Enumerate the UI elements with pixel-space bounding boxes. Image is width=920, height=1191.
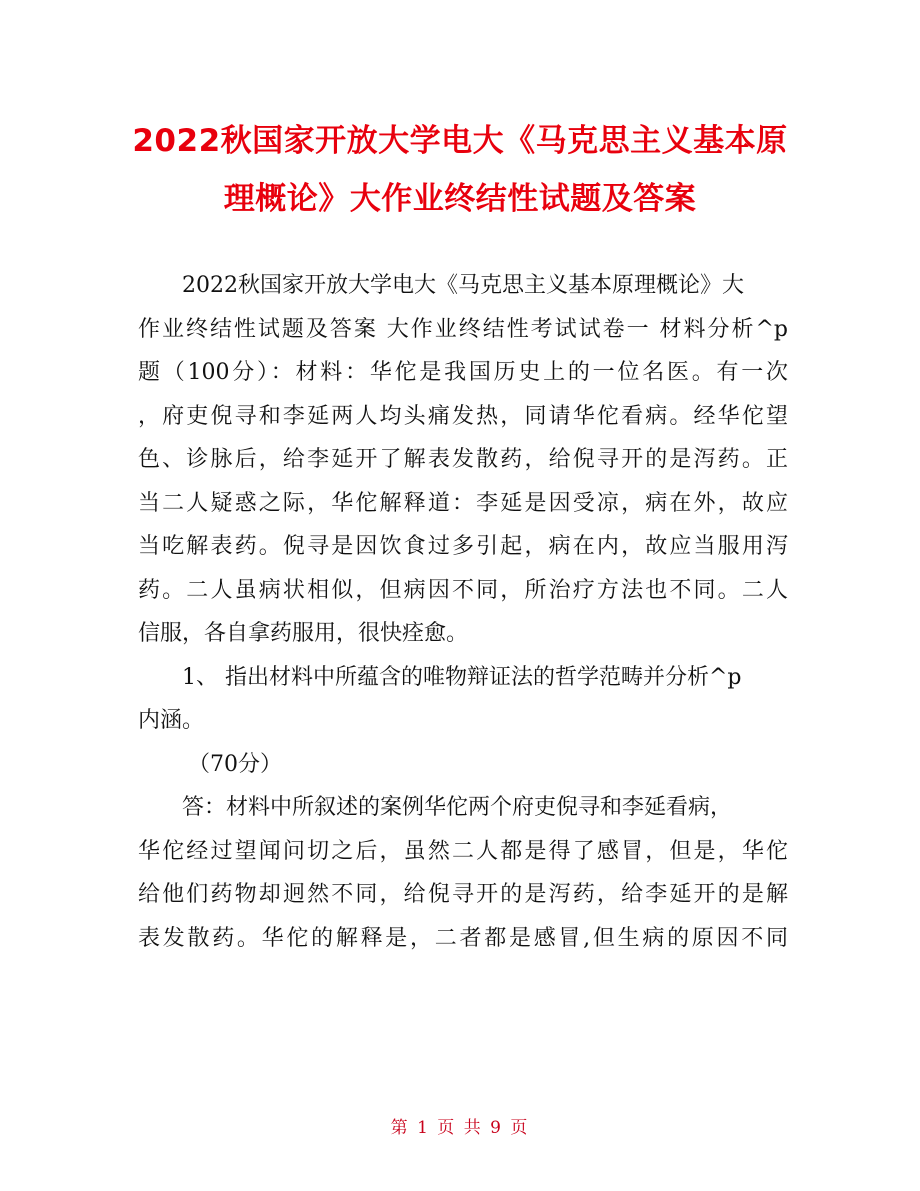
body-line: 色、诊脉后，给李延开了解表发散药，给倪寻开的是泻药。正 [138, 447, 788, 472]
body-line: ，府吏倪寻和李延两人均头痛发热，同请华佗看病。经华佗望 [138, 403, 788, 429]
body-line: 药。二人虽病状相似，但病因不同，所治疗方法也不同。二人 [138, 577, 788, 603]
body-line: 当吃解表药。倪寻是因饮食过多引起，病在内，故应当服用泻 [138, 534, 788, 559]
body-line: 内涵。 [138, 708, 205, 733]
title-line-2: 理概论》大作业终结性试题及答案 [223, 181, 697, 217]
answer-line: 答：材料中所叙述的案例华佗两个府吏倪寻和李延看病， [182, 795, 733, 820]
body-line: 2022秋国家开放大学电大《马克思主义基本原理概论》大 [182, 273, 744, 298]
document-title [120, 112, 800, 228]
body-line: 华佗经过望闻问切之后，虽然二人都是得了感冒，但是，华佗 [138, 838, 788, 864]
title-line-1: 2022秋国家开放大学电大《马克思主义基本原 [132, 123, 788, 159]
document-body [138, 264, 788, 960]
body-line: 信服，各自拿药服用，很快痊愈。 [138, 621, 469, 646]
body-line: 表发散药。华佗的解释是，二者都是感冒,但生病的原因不同 [138, 925, 788, 951]
body-line: 给他们药物却迥然不同，给倪寻开的是泻药，给李延开的是解 [138, 882, 788, 907]
body-line: 作业终结性试题及答案 大作业终结性考试试卷一 材料分析^p [138, 316, 788, 342]
body-line: 题（100分）：材料：华佗是我国历史上的一位名医。有一次 [138, 360, 788, 385]
score-line: （70分） [188, 751, 282, 777]
question-line: 1、 指出材料中所蕴含的唯物辩证法的哲学范畴并分析^p [182, 664, 742, 690]
body-line: 当二人疑惑之际，华佗解释道：李延是因受凉，病在外，故应 [138, 490, 788, 516]
page-number-footer: 第 1 页 共 9 页 [390, 1118, 530, 1138]
